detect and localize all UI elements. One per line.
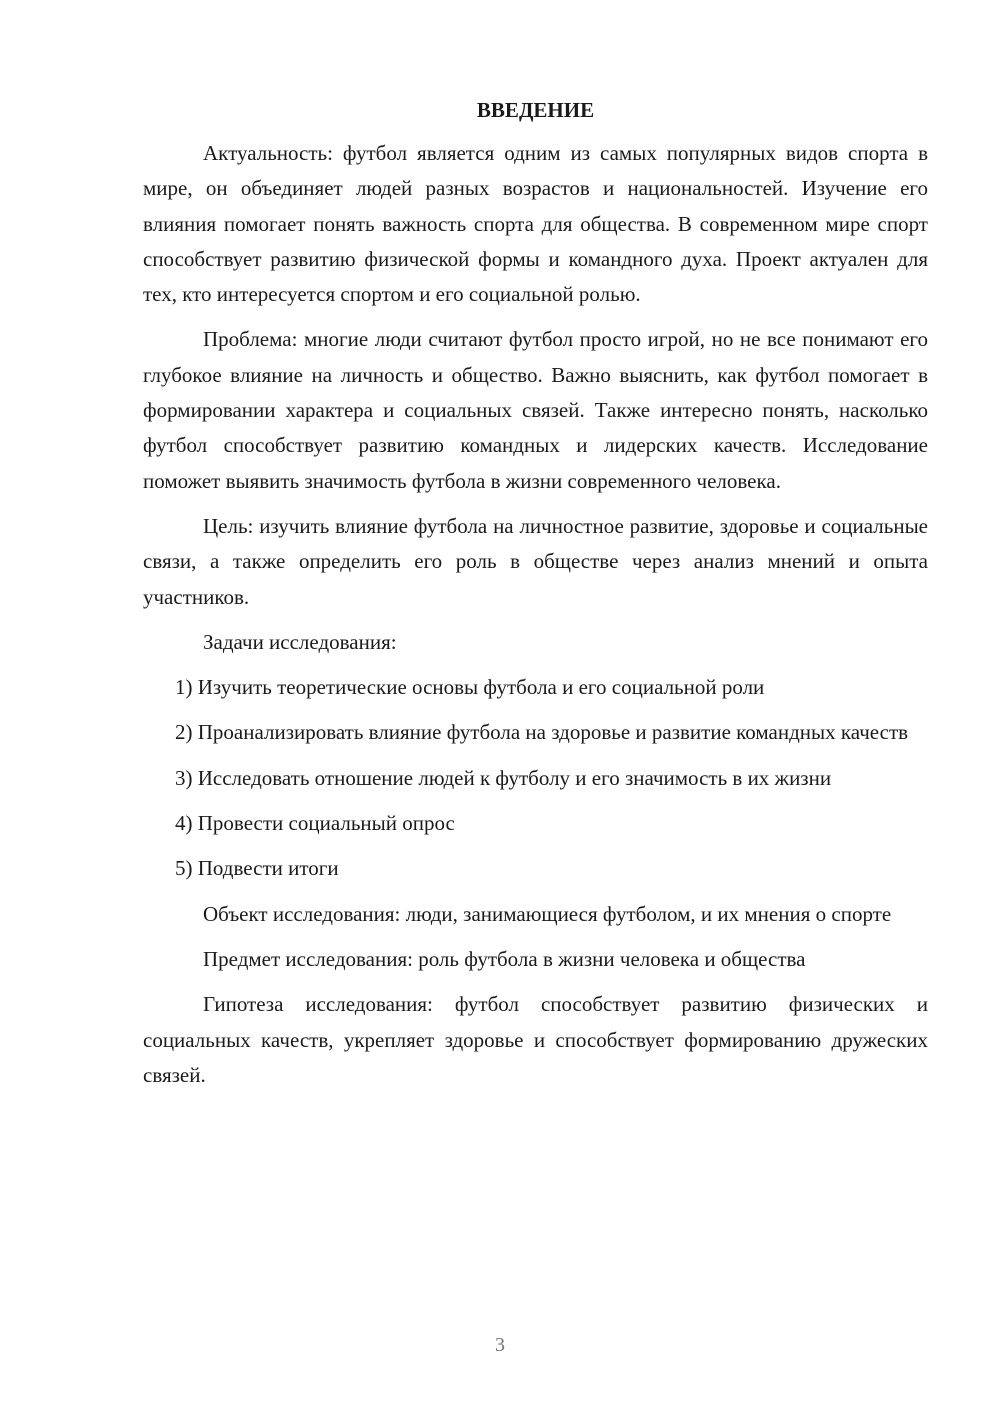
paragraph-object: Объект исследования: люди, занимающиеся футболом, и их мнения о спорте xyxy=(203,901,892,926)
task-item-2: 2) Проанализировать влияние футбола на здоровье и развитие командных качеств xyxy=(175,720,909,745)
section-title: ВВЕДЕНИЕ xyxy=(476,98,595,122)
paragraph-hypothesis: Гипотеза исследования: футбол способствует развитию физических и социальных качеств, укрепляет здоровье и способствует формированию дружеских связей. xyxy=(143,992,928,1087)
paragraph-goal: Цель: изучить влияние футбола на личностное развитие, здоровье и социальные связи, а также определить его роль в обществе через анализ мнений и опыта участников. xyxy=(143,513,928,609)
paragraph-relevance: Актуальность: футбол является одним из самых популярных видов спорта в мире, он объединяет людей разных возрастов и национальностей. Изучение его влияния помогает понять важность спорта для общества. В современном мире спорт способствует развитию физической формы и командного духа. Проект актуален для тех, кто интересуется спортом и его социальной ролью. xyxy=(143,141,928,307)
task-item-3: 3) Исследовать отношение людей к футболу и его значимость в их жизни xyxy=(175,765,832,790)
document-page xyxy=(143,94,928,1103)
tasks-heading: Задачи исследования: xyxy=(203,629,397,654)
task-item-4: 4) Провести социальный опрос xyxy=(175,811,455,836)
paragraph-subject: Предмет исследования: роль футбола в жизни человека и общества xyxy=(203,946,806,971)
paragraph-problem: Проблема: многие люди считают футбол просто игрой, но не все понимают его глубокое влияние на личность и общество. Важно выяснить, как футбол помогает в формировании характера и социальных связей. Также интересно понять, насколько футбол способствует развитию командных и лидерских качеств. Исследование поможет выявить значимость футбола в жизни современного человека. xyxy=(143,327,928,493)
task-item-5: 5) Подвести итоги xyxy=(175,856,339,881)
task-item-1: 1) Изучить теоретические основы футбола и его социальной роли xyxy=(175,675,765,700)
page-number: 3 xyxy=(495,1334,505,1356)
